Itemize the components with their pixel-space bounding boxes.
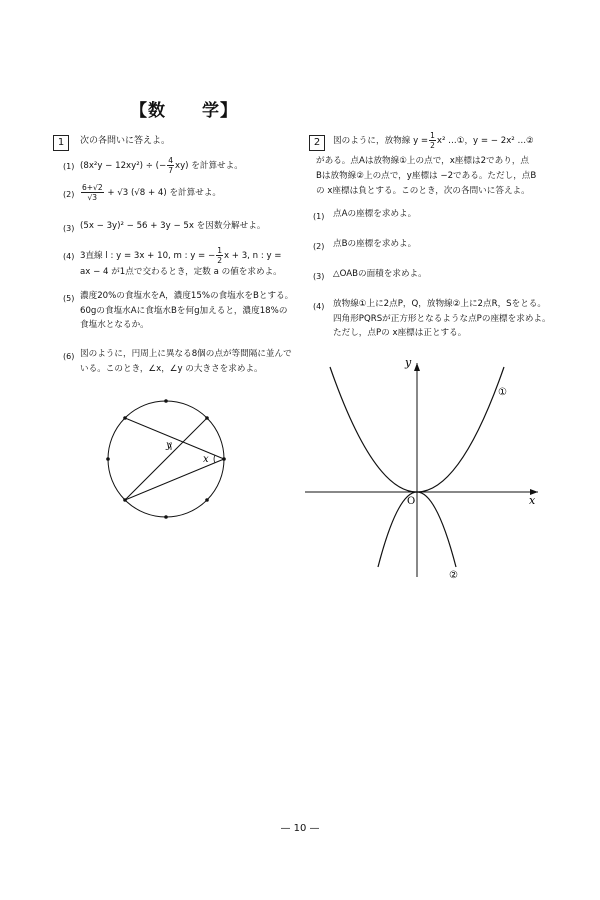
q1-item-4-line-1b: x + 3, n : y =: [223, 251, 282, 261]
fraction-bottom: 7: [168, 166, 174, 175]
q1-item-6-line-2: いる。このとき，∠x，∠y の大きさを求めよ。: [80, 363, 263, 374]
fraction-top: 1: [217, 246, 222, 255]
q1-item-5: [80, 289, 295, 333]
curve-1-label: ①: [498, 387, 507, 398]
fraction-top: 4: [168, 156, 174, 165]
q2-item-4-num: (4): [313, 302, 325, 311]
question-1-number: 1: [53, 135, 69, 151]
question-1-intro: 次の各問いに答えよ。: [80, 136, 171, 146]
q1-item-2: [80, 183, 221, 202]
q1-item-5-line-1: 濃度20%の食塩水をA，濃度15%の食塩水をBとする。: [80, 291, 294, 301]
q2-item-2-num: (2): [313, 242, 325, 251]
q2-item-4-line-3: ただし，点Pの x座標は正とする。: [333, 328, 467, 338]
q1-item-5-line-3: 食塩水となるか。: [80, 320, 149, 330]
q2-item-4: [333, 297, 563, 341]
q2-intro-line-1a: 図のように，放物線 y =: [333, 136, 429, 146]
q1-item-1-num: (1): [63, 162, 75, 171]
fraction-bottom: 2: [217, 256, 222, 265]
page-number: — 10 —: [280, 823, 320, 834]
circle-point: [205, 498, 209, 502]
q1-item-3-num: (3): [63, 224, 75, 233]
angle-x-label: x: [203, 454, 209, 465]
q2-intro-fraction: [429, 131, 436, 150]
q1-item-4-num: (4): [63, 252, 75, 261]
q1-item-2-expr-b: + √3 (√8 + 4) を計算せよ。: [107, 188, 222, 198]
q1-item-1-expr-b: xy) を計算せよ。: [175, 161, 243, 171]
q2-item-2: 点Bの座標を求めよ。: [333, 239, 417, 249]
q2-item-4-line-1: 放物線①上に2点P，Q，放物線②上に2点R，Sをとる。: [333, 299, 546, 309]
q1-item-6-line-1: 図のように，円周上に異なる8個の点が等間隔に並んで: [80, 349, 292, 359]
question-2-intro-continued: [316, 154, 561, 199]
parabola-graph: [300, 355, 545, 585]
y-axis-arrow: [414, 363, 420, 371]
q1-item-2-num: (2): [63, 190, 75, 199]
chord: [125, 418, 224, 459]
q1-item-4: [80, 246, 295, 280]
q2-item-3-num: (3): [313, 272, 325, 281]
q2-intro-line-1: [333, 131, 558, 150]
chord: [125, 418, 207, 500]
q1-item-4-line-2: ax − 4 が1点で交わるとき，定数 a の値を求めよ。: [80, 267, 282, 277]
q1-item-4-fraction: [216, 246, 223, 265]
question-2-number: 2: [309, 135, 325, 151]
q1-item-1: [80, 156, 243, 175]
q1-item-5-line-2: 60gの食塩水Aに食塩水Bを何g加えると，濃度18%の: [80, 305, 288, 316]
origin-label: O: [407, 496, 416, 507]
q1-item-6: [80, 347, 295, 376]
q1-item-2-fraction: [81, 183, 104, 202]
circle-point: [164, 399, 168, 403]
circle-point: [164, 515, 168, 519]
q2-intro-line-4: の x座標は負とする。このとき，次の各問いに答えよ。: [316, 186, 530, 196]
q2-intro-line-3: Bは放物線②上の点で，y座標は −2である。ただし，点B: [316, 171, 537, 181]
q2-item-4-line-2: 四角形PQRSが正方形となるような点Pの座標を求めよ。: [333, 313, 551, 324]
chord: [125, 459, 224, 500]
angle-y-label: y: [166, 440, 172, 451]
q1-item-5-num: (5): [63, 294, 75, 303]
fraction-top: 1: [430, 131, 435, 140]
q1-item-3: (5x − 3y)² − 56 + 3y − 5x を因数分解せよ。: [80, 221, 266, 231]
q1-item-4-line-1: [80, 246, 295, 265]
circle-point: [106, 457, 110, 461]
q2-item-1: 点Aの座標を求めよ。: [333, 209, 417, 219]
q1-item-1-expr-a: (8x²y − 12xy²) ÷ (−: [80, 161, 167, 171]
y-axis-label: y: [405, 356, 412, 369]
q2-item-3: △OABの面積を求めよ。: [333, 269, 427, 279]
circle-figure: [100, 398, 235, 523]
q2-intro-line-1b: x² …①，y = − 2x² …②: [436, 136, 534, 146]
question-2-intro: [333, 131, 558, 150]
fraction-bottom: 2: [430, 141, 435, 150]
q2-item-1-num: (1): [313, 212, 325, 221]
q1-item-4-line-1a: 3直線 l : y = 3x + 10, m : y = −: [80, 251, 216, 261]
q1-item-1-fraction: [167, 156, 174, 175]
x-axis-label: x: [529, 494, 536, 507]
curve-2-label: ②: [449, 570, 458, 581]
section-title: 【数 学】: [130, 101, 238, 121]
q2-intro-line-2: がある。点Aは放物線①上の点で，x座標は2であり，点: [316, 156, 530, 166]
fraction-bottom: √3: [87, 193, 98, 202]
angle-x-arc: [214, 455, 215, 463]
q1-item-6-num: (6): [63, 352, 75, 361]
fraction-top: 6+√2: [82, 183, 103, 192]
